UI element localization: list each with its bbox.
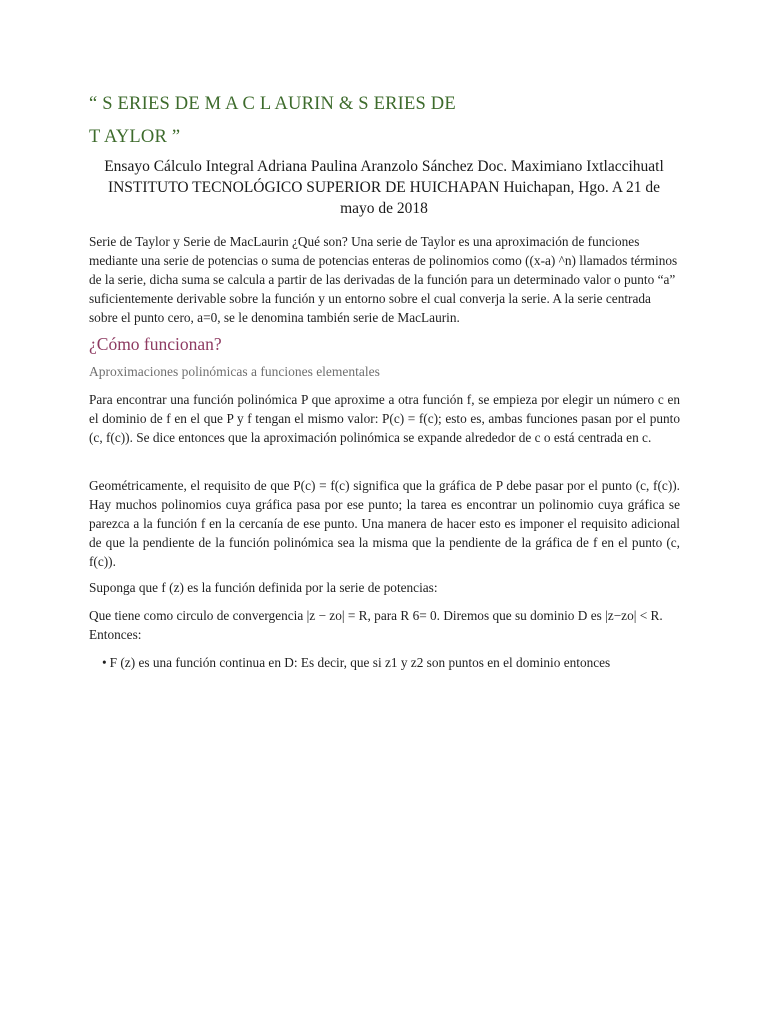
bullet-mark: • [102,655,107,670]
bullet-item [102,653,610,672]
bullet-text: F (z) es una función continua en D: Es decir, que si z1 y z2 son puntos en el dominio entonces [109,655,611,670]
section-heading: ¿Cómo funcionan? [89,334,222,354]
document-title-line-1: “ S ERIES DE M A C L AURIN & S ERIES DE [89,94,456,114]
paragraph-convergence-circle: Que tiene como circulo de convergencia |z − zo| = R, para R 6= 0. Diremos que su dominio D es |z−zo| < R. Entonces: [89,608,663,642]
paragraph-geometric-requirement: Geométricamente, el requisito de que P(c) = f(c) significa que la gráfica de P debe pasar por el punto (c, f(c)). Hay muchos polinomios cuya gráfica pasa por ese punto; la tarea es encontrar un polinomio cuya gráfica se parezca a la función f en la cercanía de ese punto. Una manera de hacer esto es imponer el requisito adicional de que la pendiente de la función polinómica sea la misma que la pendiente de la gráfica de f en el punto (c, f(c)). [89,478,680,569]
paragraph-power-series: Suponga que f (z) es la función definida por la serie de potencias: [89,580,438,595]
document-title-line-2: T AYLOR ” [89,127,181,147]
author-info: Ensayo Cálculo Integral Adriana Paulina Aranzolo Sánchez Doc. Maximiano Ixtlaccihuatl INSTITUTO TECNOLÓGICO SUPERIOR DE HUICHAPAN Huichapan, Hgo. A 21 de mayo de 2018 [104,158,664,217]
paragraph-polynomial-approximation: Para encontrar una función polinómica P que aproxime a otra función f, se empieza por elegir un número c en el dominio de f en el que P y f tengan el mismo valor: P(c) = f(c); esto es, ambas funciones pasan por el punto (c, f(c)). Se dice entonces que la aproximación polinómica se expande alrededor de c o está centrada en c. [89,392,680,445]
intro-paragraph: Serie de Taylor y Serie de MacLaurin ¿Qué son? Una serie de Taylor es una aproximación de funciones mediante una serie de potencias o suma de potencias enteras de polinomios como ((x-a) ^n) llamados términos de la serie, dicha suma se calcula a partir de las derivadas de la función para un determinado valor o punto “a” suficientemente derivable sobre la función y un entorno sobre el cual converja la serie. A la serie centrada sobre el punto cero, a=0, se le denomina también serie de MacLaurin. [89,234,678,325]
subheading: Aproximaciones polinómicas a funciones elementales [89,364,380,379]
